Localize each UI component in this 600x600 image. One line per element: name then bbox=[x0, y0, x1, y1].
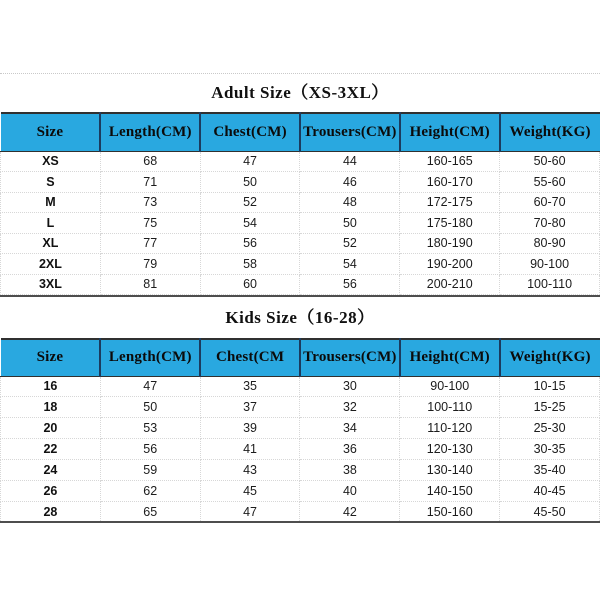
value-cell: 60-70 bbox=[500, 192, 600, 213]
value-cell: 47 bbox=[100, 376, 200, 397]
value-cell: 53 bbox=[100, 418, 200, 439]
column-header: Chest(CM) bbox=[200, 113, 300, 151]
kids-size-title: Kids Size（16-28） bbox=[0, 295, 600, 338]
table-row bbox=[1, 460, 600, 481]
value-cell: 71 bbox=[100, 172, 200, 193]
value-cell: 52 bbox=[300, 233, 400, 254]
table-row bbox=[1, 376, 600, 397]
adult-size-title: Adult Size（XS-3XL） bbox=[0, 73, 600, 112]
table-row bbox=[1, 254, 600, 275]
kids-size-table bbox=[0, 338, 600, 523]
column-header: Height(CM) bbox=[400, 339, 500, 376]
column-header: Height(CM) bbox=[400, 113, 500, 151]
value-cell: 60 bbox=[200, 274, 300, 295]
value-cell: 56 bbox=[200, 233, 300, 254]
value-cell: 25-30 bbox=[500, 418, 600, 439]
kids-size-section bbox=[0, 295, 600, 523]
value-cell: 73 bbox=[100, 192, 200, 213]
value-cell: 50-60 bbox=[500, 151, 600, 172]
value-cell: 180-190 bbox=[400, 233, 500, 254]
table-row bbox=[1, 397, 600, 418]
value-cell: 41 bbox=[200, 439, 300, 460]
column-header: Chest(CM bbox=[200, 339, 300, 376]
value-cell: 40-45 bbox=[500, 480, 600, 501]
value-cell: 130-140 bbox=[400, 460, 500, 481]
value-cell: 160-170 bbox=[400, 172, 500, 193]
column-header: Weight(KG) bbox=[500, 113, 600, 151]
adult-size-table-body bbox=[1, 151, 600, 295]
value-cell: 62 bbox=[100, 480, 200, 501]
column-header: Size bbox=[1, 113, 101, 151]
value-cell: 55-60 bbox=[500, 172, 600, 193]
value-cell: 15-25 bbox=[500, 397, 600, 418]
value-cell: 120-130 bbox=[400, 439, 500, 460]
value-cell: 140-150 bbox=[400, 480, 500, 501]
value-cell: 46 bbox=[300, 172, 400, 193]
value-cell: 45 bbox=[200, 480, 300, 501]
value-cell: 79 bbox=[100, 254, 200, 275]
value-cell: 175-180 bbox=[400, 213, 500, 234]
value-cell: 50 bbox=[300, 213, 400, 234]
table-row bbox=[1, 151, 600, 172]
value-cell: 50 bbox=[200, 172, 300, 193]
column-header: Length(CM) bbox=[100, 113, 200, 151]
table-row bbox=[1, 418, 600, 439]
value-cell: 35 bbox=[200, 376, 300, 397]
value-cell: 47 bbox=[200, 501, 300, 522]
value-cell: 110-120 bbox=[400, 418, 500, 439]
table-row bbox=[1, 192, 600, 213]
value-cell: 59 bbox=[100, 460, 200, 481]
size-cell: L bbox=[1, 213, 101, 234]
value-cell: 58 bbox=[200, 254, 300, 275]
value-cell: 10-15 bbox=[500, 376, 600, 397]
value-cell: 100-110 bbox=[500, 274, 600, 295]
size-cell: 3XL bbox=[1, 274, 101, 295]
value-cell: 42 bbox=[300, 501, 400, 522]
column-header: Trousers(CM) bbox=[300, 339, 400, 376]
size-cell: 18 bbox=[1, 397, 101, 418]
table-row bbox=[1, 439, 600, 460]
column-header: Size bbox=[1, 339, 101, 376]
value-cell: 90-100 bbox=[500, 254, 600, 275]
value-cell: 190-200 bbox=[400, 254, 500, 275]
value-cell: 34 bbox=[300, 418, 400, 439]
table-row bbox=[1, 480, 600, 501]
kids-size-table-body bbox=[1, 376, 600, 522]
size-cell: 24 bbox=[1, 460, 101, 481]
table-row bbox=[1, 172, 600, 193]
column-header: Length(CM) bbox=[100, 339, 200, 376]
value-cell: 77 bbox=[100, 233, 200, 254]
value-cell: 47 bbox=[200, 151, 300, 172]
value-cell: 90-100 bbox=[400, 376, 500, 397]
size-cell: XL bbox=[1, 233, 101, 254]
value-cell: 68 bbox=[100, 151, 200, 172]
value-cell: 54 bbox=[300, 254, 400, 275]
column-header: Weight(KG) bbox=[500, 339, 600, 376]
value-cell: 35-40 bbox=[500, 460, 600, 481]
value-cell: 65 bbox=[100, 501, 200, 522]
value-cell: 45-50 bbox=[500, 501, 600, 522]
value-cell: 56 bbox=[100, 439, 200, 460]
size-cell: S bbox=[1, 172, 101, 193]
column-header: Trousers(CM) bbox=[300, 113, 400, 151]
value-cell: 200-210 bbox=[400, 274, 500, 295]
value-cell: 43 bbox=[200, 460, 300, 481]
table-row bbox=[1, 233, 600, 254]
value-cell: 54 bbox=[200, 213, 300, 234]
size-cell: 28 bbox=[1, 501, 101, 522]
value-cell: 80-90 bbox=[500, 233, 600, 254]
table-row bbox=[1, 274, 600, 295]
value-cell: 81 bbox=[100, 274, 200, 295]
table-row bbox=[1, 213, 600, 234]
value-cell: 30-35 bbox=[500, 439, 600, 460]
value-cell: 39 bbox=[200, 418, 300, 439]
size-cell: M bbox=[1, 192, 101, 213]
value-cell: 56 bbox=[300, 274, 400, 295]
size-chart-tables bbox=[0, 73, 600, 523]
adult-size-table-header bbox=[1, 113, 600, 151]
header-row bbox=[1, 339, 600, 376]
size-cell: 2XL bbox=[1, 254, 101, 275]
size-cell: 16 bbox=[1, 376, 101, 397]
value-cell: 52 bbox=[200, 192, 300, 213]
size-cell: 20 bbox=[1, 418, 101, 439]
table-row bbox=[1, 501, 600, 522]
value-cell: 70-80 bbox=[500, 213, 600, 234]
value-cell: 38 bbox=[300, 460, 400, 481]
value-cell: 30 bbox=[300, 376, 400, 397]
size-cell: 22 bbox=[1, 439, 101, 460]
value-cell: 32 bbox=[300, 397, 400, 418]
value-cell: 44 bbox=[300, 151, 400, 172]
value-cell: 40 bbox=[300, 480, 400, 501]
value-cell: 172-175 bbox=[400, 192, 500, 213]
value-cell: 50 bbox=[100, 397, 200, 418]
size-cell: XS bbox=[1, 151, 101, 172]
size-cell: 26 bbox=[1, 480, 101, 501]
kids-size-table-header bbox=[1, 339, 600, 376]
header-row bbox=[1, 113, 600, 151]
value-cell: 100-110 bbox=[400, 397, 500, 418]
adult-size-table bbox=[0, 112, 600, 295]
value-cell: 75 bbox=[100, 213, 200, 234]
value-cell: 160-165 bbox=[400, 151, 500, 172]
adult-size-section bbox=[0, 73, 600, 295]
value-cell: 36 bbox=[300, 439, 400, 460]
value-cell: 37 bbox=[200, 397, 300, 418]
value-cell: 150-160 bbox=[400, 501, 500, 522]
value-cell: 48 bbox=[300, 192, 400, 213]
